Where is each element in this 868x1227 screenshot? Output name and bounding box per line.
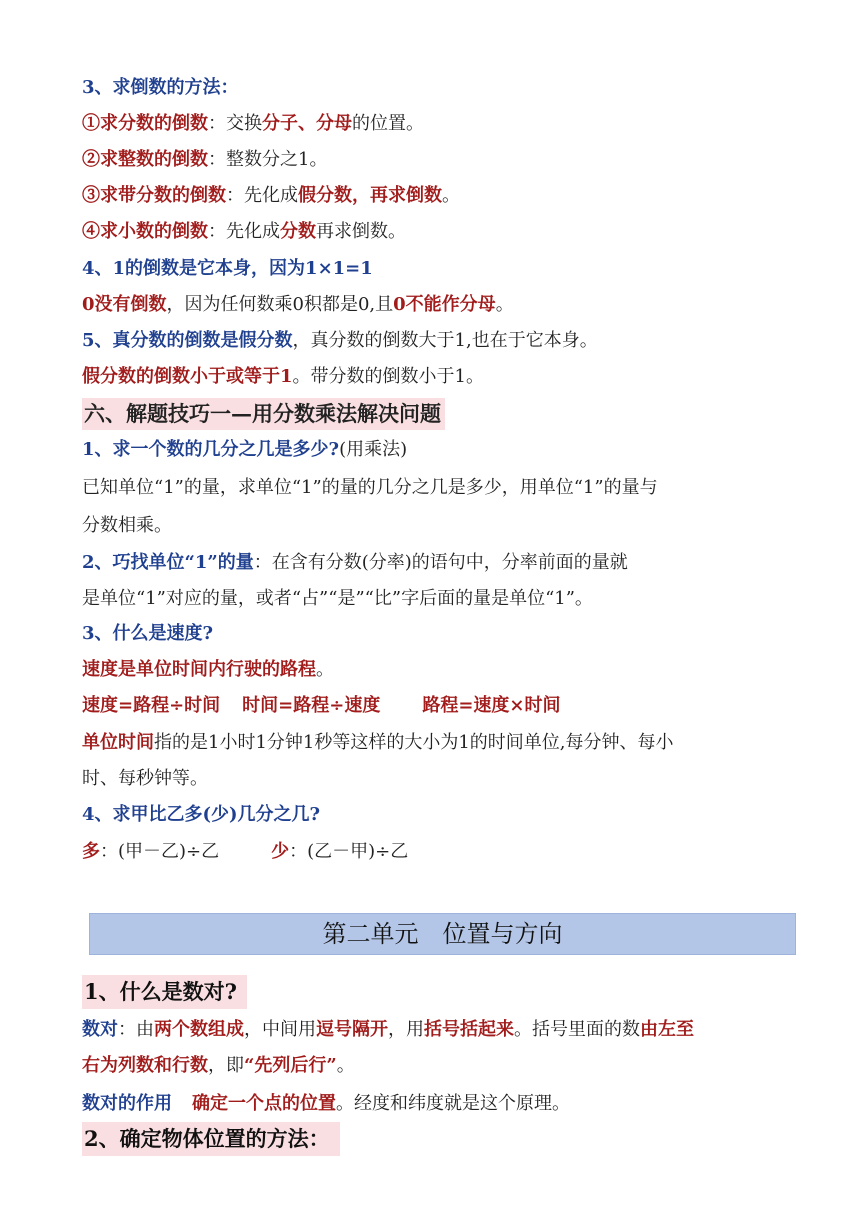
number-pair-definition-1: 数对：由两个数组成，中间用逗号隔开，用括号括起来。括号里面的数由左至 <box>82 1019 694 1040</box>
integer-reciprocal-rule: ②求整数的倒数：整数分之1。 <box>82 149 328 170</box>
unit-time-text-1: 单位时间指的是1小时1分钟1秒等这样的大小为1的时间单位,每分钟、每小 <box>82 732 674 753</box>
unit-two-title: 第二单元 位置与方向 <box>322 920 563 948</box>
reciprocal-method-heading: 3、求倒数的方法： <box>82 77 239 98</box>
speed-definition: 速度是单位时间内行驶的路程。 <box>82 659 334 680</box>
fraction-of-number-heading: 1、求一个数的几分之几是多少?(用乘法) <box>82 439 408 460</box>
one-reciprocal-heading: 4、1的倒数是它本身，因为1×1=1 <box>82 258 373 279</box>
position-method-heading: 2、确定物体位置的方法： <box>82 1122 340 1156</box>
speed-formulas: 速度=路程÷时间 时间=路程÷速度 路程=速度×时间 <box>82 695 561 716</box>
mixed-number-reciprocal-rule: ③求带分数的倒数：先化成假分数，再求倒数。 <box>82 185 460 206</box>
improper-fraction-reciprocal: 假分数的倒数小于或等于1。带分数的倒数小于1。 <box>82 366 484 387</box>
proper-fraction-reciprocal: 5、真分数的倒数是假分数，真分数的倒数大于1,也在于它本身。 <box>82 330 598 351</box>
zero-reciprocal-rule: 0没有倒数，因为任何数乘0积都是0,且0不能作分母。 <box>82 294 514 315</box>
fraction-of-number-text-2: 分数相乘。 <box>82 515 172 536</box>
unit-time-text-2: 时、每秒钟等。 <box>82 768 208 789</box>
speed-heading: 3、什么是速度? <box>82 623 214 644</box>
fraction-reciprocal-rule: ①求分数的倒数：交换分子、分母的位置。 <box>82 113 424 134</box>
unit-one-text: 是单位“1”对应的量，或者“占”“是”“比”字后面的量是单位“1”。 <box>82 588 593 609</box>
number-pair-definition-2: 右为列数和行数，即“先列后行”。 <box>82 1055 355 1076</box>
unit-one-heading: 2、巧找单位“1”的量：在含有分数(分率)的语句中，分率前面的量就 <box>82 552 628 573</box>
number-pair-heading: 1、什么是数对? <box>82 975 247 1009</box>
more-less-heading: 4、求甲比乙多(少)几分之几? <box>82 804 321 825</box>
more-less-formulas: 多：(甲－乙)÷乙 少：(乙－甲)÷乙 <box>82 841 409 862</box>
number-pair-purpose: 数对的作用 确定一个点的位置。经度和纬度就是这个原理。 <box>82 1093 570 1114</box>
fraction-of-number-text-1: 已知单位“1”的量，求单位“1”的量的几分之几是多少，用单位“1”的量与 <box>82 477 658 498</box>
unit-two-title-bar <box>89 913 796 955</box>
decimal-reciprocal-rule: ④求小数的倒数：先化成分数再求倒数。 <box>82 221 406 242</box>
section-six-heading: 六、解题技巧一—用分数乘法解决问题 <box>82 398 445 430</box>
